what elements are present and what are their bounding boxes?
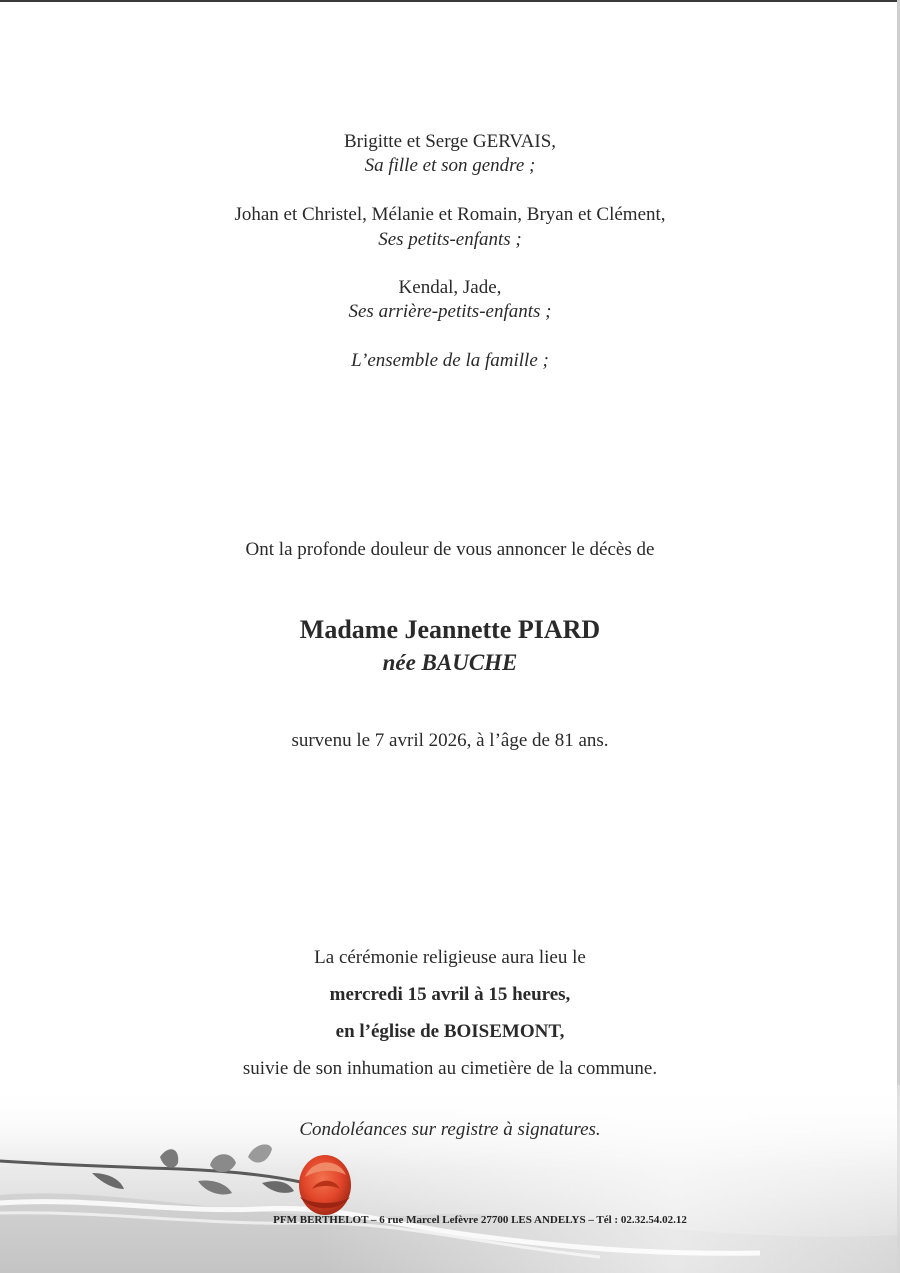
rose-bloom-icon <box>299 1155 351 1215</box>
death-details: survenu le 7 avril 2026, à l’âge de 81 ans. <box>291 730 609 751</box>
announcement-intro: Ont la profonde douleur de vous annoncer le décès de <box>245 539 655 560</box>
daughter-names: Brigitte et Serge GERVAIS, <box>343 131 557 152</box>
ceremony-date-time: mercredi 15 avril à 15 heures, <box>329 984 571 1005</box>
grandchildren-names: Johan et Christel, Mélanie et Romain, Bryan et Clément, <box>234 204 666 225</box>
funeral-home-footer: PFM BERTHELOT – 6 rue Marcel Lefèvre 27700 LES ANDELYS – Tél : 02.32.54.02.12 <box>273 1214 687 1226</box>
deceased-name: Madame Jeannette PIARD <box>299 615 601 644</box>
ceremony-place: en l’église de BOISEMONT, <box>335 1021 565 1042</box>
grandchildren-role: Ses petits-enfants ; <box>378 229 522 250</box>
daughter-role: Sa fille et son gendre ; <box>364 155 536 176</box>
red-rose-on-beach-icon <box>0 1085 900 1273</box>
whole-family: L’ensemble de la famille ; <box>351 350 549 371</box>
great-grandchildren-role: Ses arrière-petits-enfants ; <box>348 301 552 322</box>
right-fade <box>0 1085 900 1273</box>
burial-details: suivie de son inhumation au cimetière de la commune. <box>242 1058 658 1079</box>
scan-edge-top <box>0 0 900 2</box>
ceremony-intro: La cérémonie religieuse aura lieu le <box>314 947 586 968</box>
great-grandchildren-names: Kendal, Jade, <box>398 277 502 298</box>
maiden-name: née BAUCHE <box>382 650 518 675</box>
condolences: Condoléances sur registre à signatures. <box>299 1119 601 1140</box>
